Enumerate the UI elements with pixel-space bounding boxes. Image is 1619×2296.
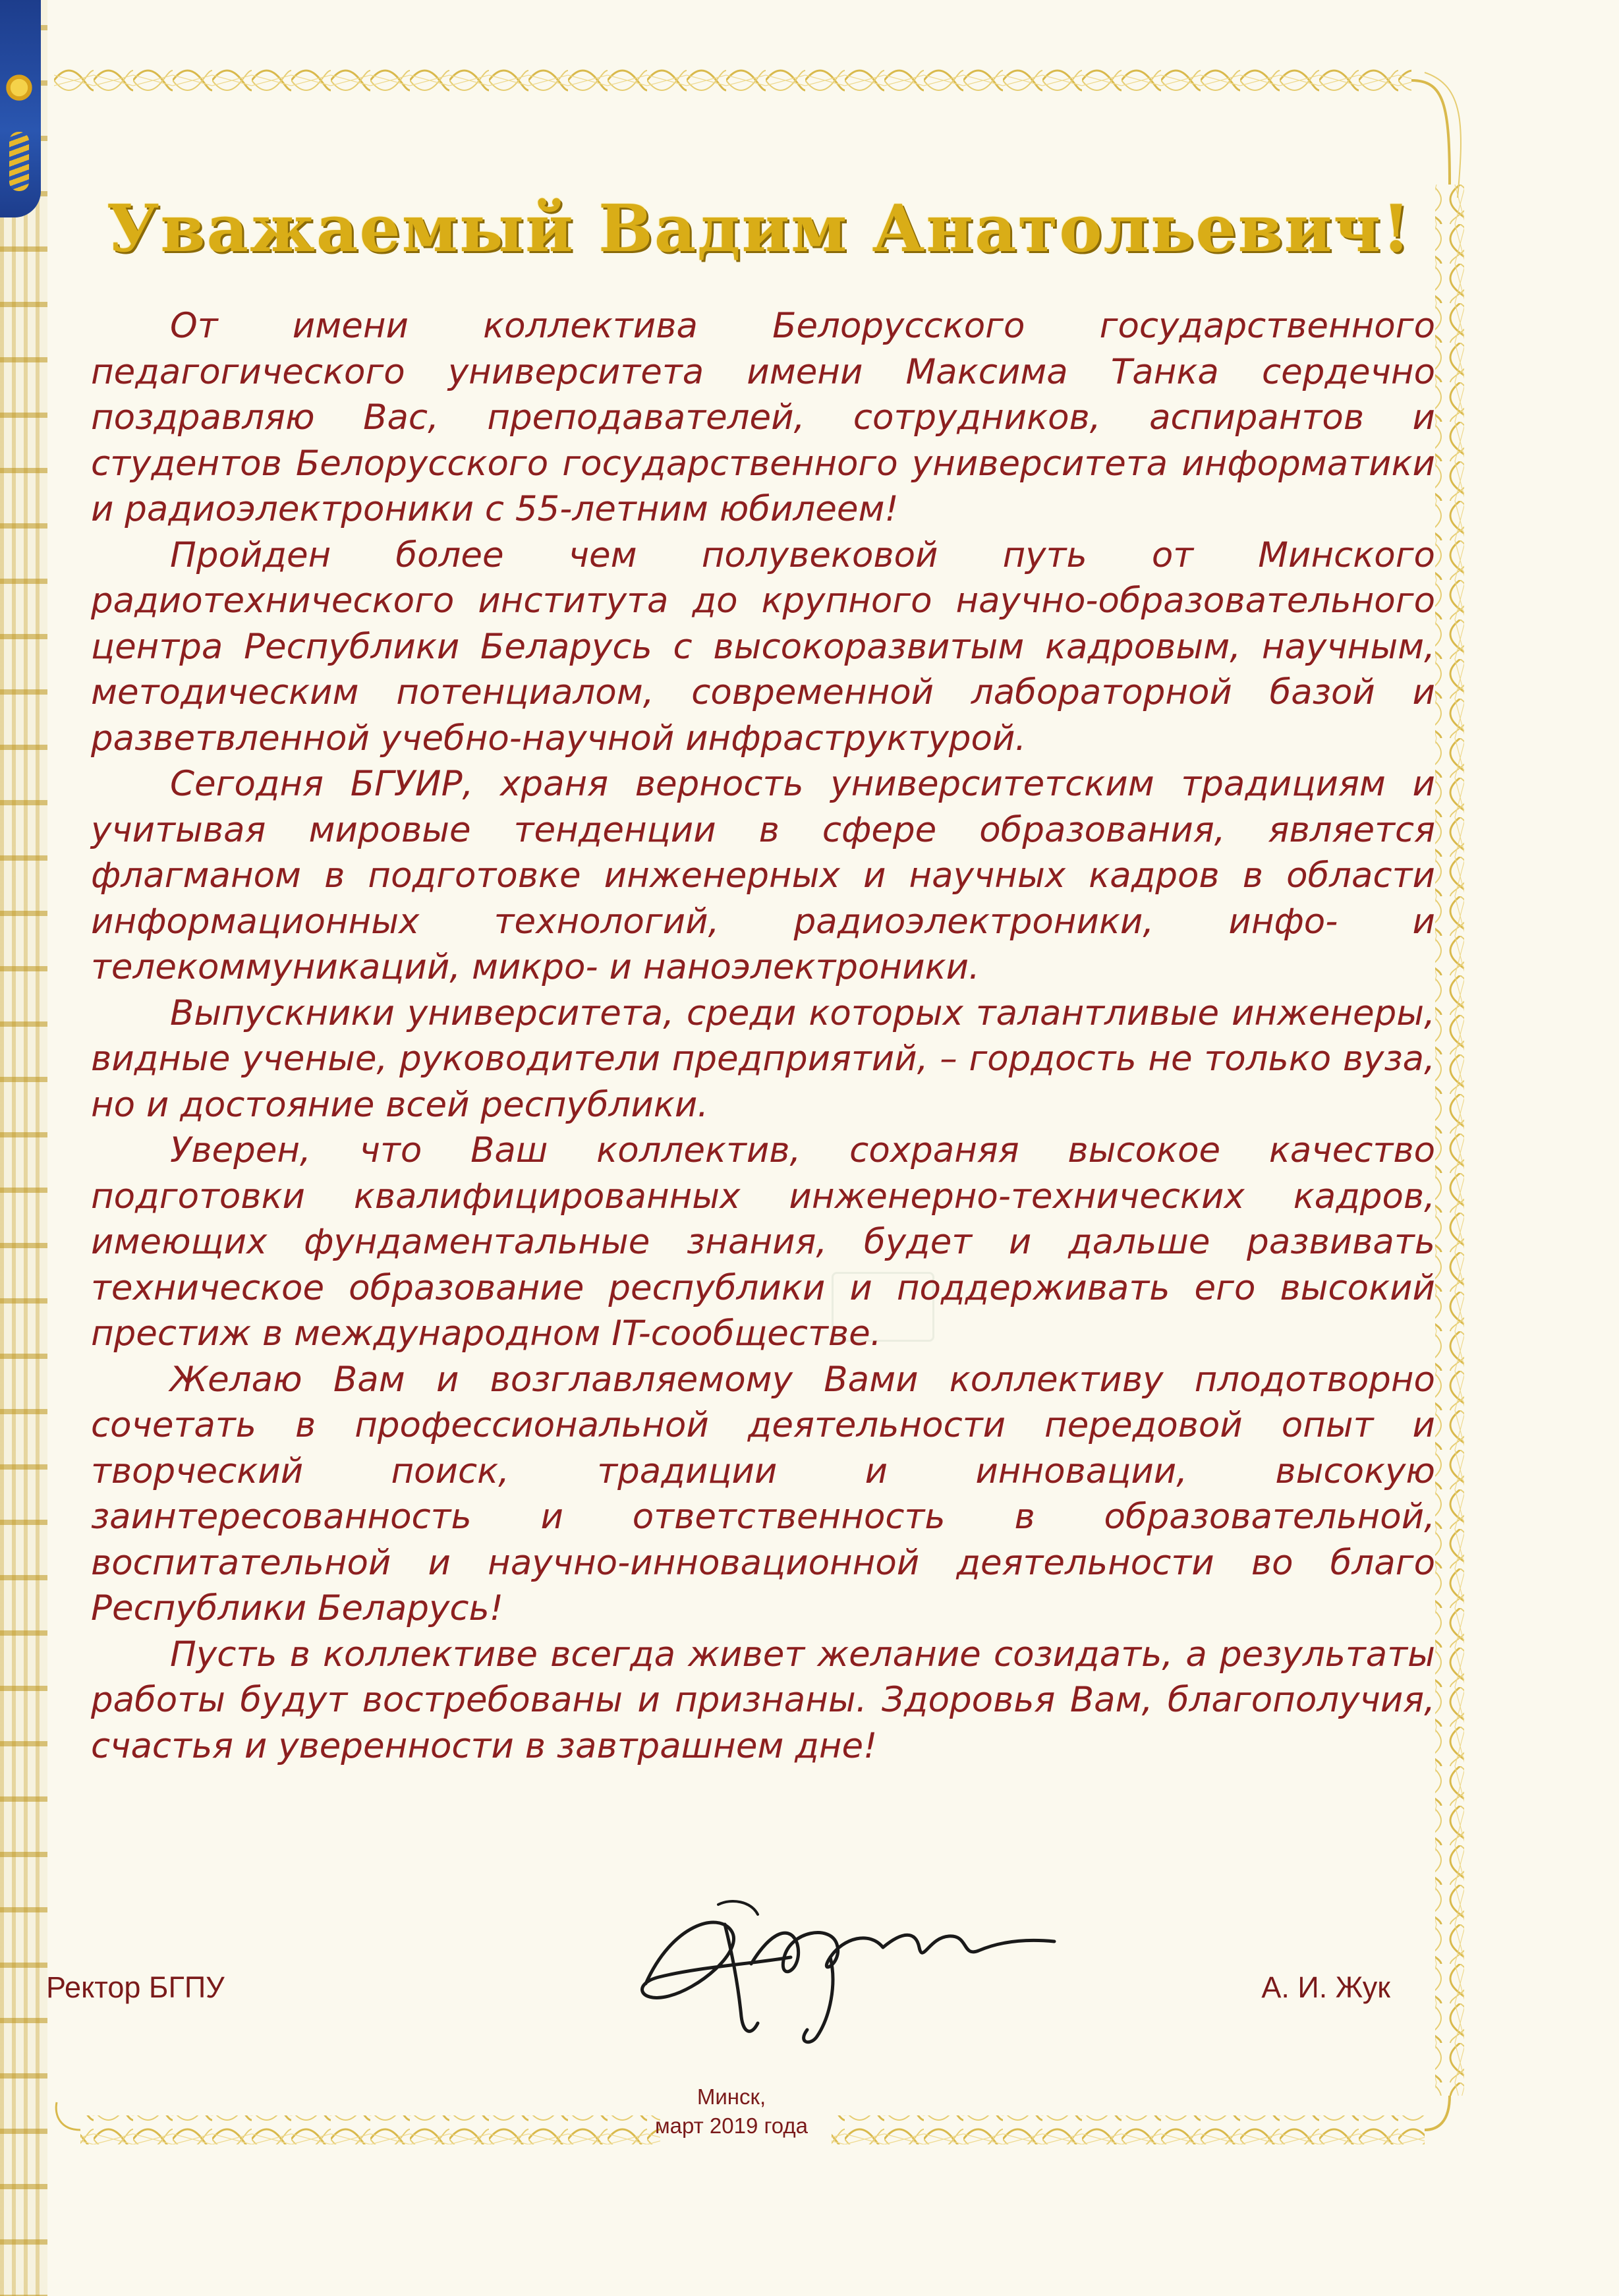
paragraph: Желаю Вам и возглавляемому Вами коллективу плодотворно сочетать в профессиональной деятельности передовой опыт и творческий поиск, традиции и инновации, высокую заинтересованность и ответственность в образовательной, воспитательной и научно-инновационной деятельности во благо Республики Беларусь! — [91, 1359, 1435, 1628]
paragraph: Выпускники университета, среди которых талантливые инженеры, видные ученые, руководители предприятий, – гордость не только вуза, но и достояние всей республики. — [91, 992, 1435, 1125]
letter-title: Уважаемый Вадим Анатольевич! — [106, 191, 1412, 267]
signer-name: А. И. Жук — [1261, 1970, 1390, 2004]
date: март 2019 года — [654, 2113, 809, 2138]
wheat-emblem-icon — [9, 132, 29, 191]
ornament-strip — [0, 0, 47, 2296]
handwritten-signature — [619, 1885, 1067, 2050]
place: Минск, — [696, 2084, 766, 2109]
sun-emblem-icon — [4, 72, 34, 103]
letter-body — [91, 303, 1435, 1769]
coat-of-arms-emblem — [0, 0, 41, 217]
signer-title: Ректор БГПУ — [46, 1970, 225, 2004]
signature-row — [46, 1898, 1390, 2030]
paragraph: Сегодня БГУИР, храня верность университетским традициям и учитывая мировые тенденции в сфере образования, является флагманом в подготовке инженерных и научных кадров в области информационных технологий, радиоэлектроники, инфо- и телекоммуникаций, микро- и наноэлектроники. — [91, 764, 1435, 987]
paragraph: Пусть в коллективе всегда живет желание созидать, а результаты работы будут востребованы и признаны. Здоровья Вам, благополучия, счастья и уверенности в завтрашнем дне! — [91, 1634, 1435, 1766]
paragraph: Пройден более чем полувековой путь от Минского радиотехнического института до крупного научно-образовательного центра Республики Беларусь с высокоразвитым кадровым, научным, методическим потенциалом, современной лабораторной базой и разветвленной учебно-научной инфраструктурой. — [91, 534, 1435, 759]
place-and-date — [593, 2082, 870, 2140]
paragraph: Уверен, что Ваш коллектив, сохраняя высокое качество подготовки квалифицированных инженерно-технических кадров, имеющих фундаментальные знания, будет и дальше развивать техническое образование республики и поддерживать его высокий престиж в международном IT-сообществе. — [91, 1130, 1435, 1354]
paragraph: От имени коллектива Белорусского государственного педагогического университета имени Максима Танка сердечно поздравляю Вас, преподавателей, сотрудников, аспирантов и студентов Белорусского государственного университета информатики и радиоэлектроники с 55-летним юбилеем! — [91, 306, 1435, 529]
letter-sheet — [54, 66, 1464, 2168]
